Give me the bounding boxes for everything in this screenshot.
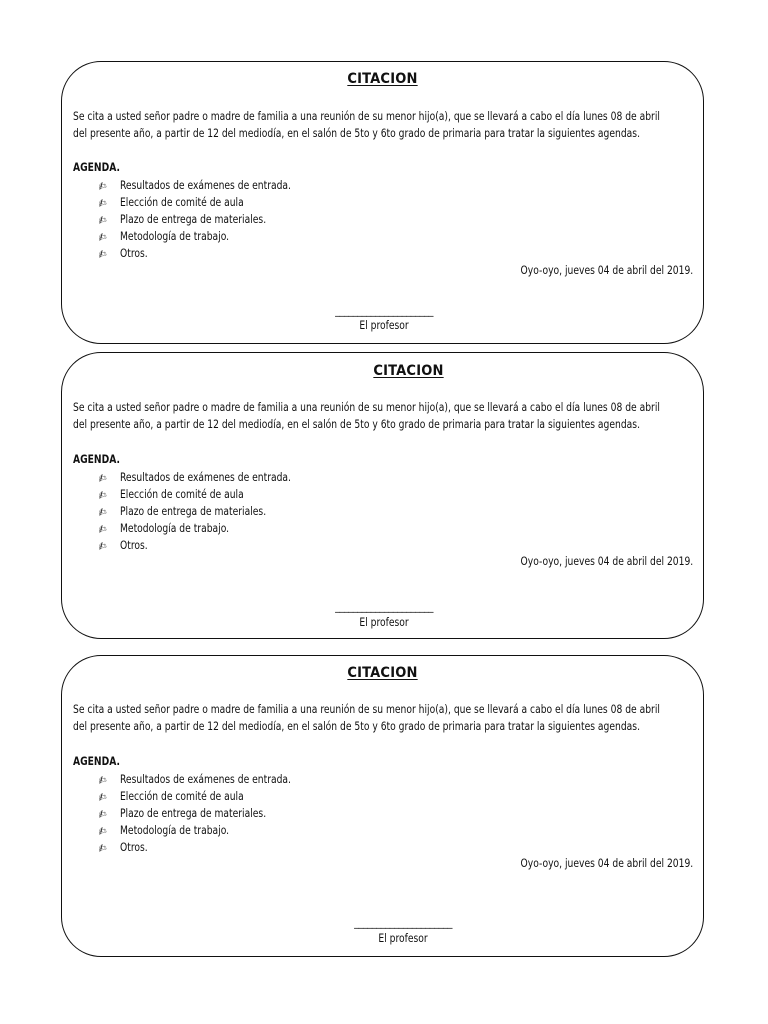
- writing-hand-icon: ✍: [96, 195, 109, 211]
- citation-body: Se cita a usted señor padre o madre de familia a una reunión de su menor hijo(a), que se llevará a cabo el día lunes 08 de abril del presente año, a partir de 12 del mediodía, en el salón de 5to y 6to grado de primaria para tratar la siguientes agendas.: [73, 400, 660, 431]
- list-item: ✍ Resultados de exámenes de entrada.: [98, 177, 314, 194]
- writing-hand-icon: ✍: [96, 487, 109, 503]
- list-item: ✍ Metodología de trabajo.: [98, 228, 314, 245]
- writing-hand-icon: ✍: [96, 789, 109, 805]
- writing-hand-icon: ✍: [96, 521, 109, 537]
- list-item: ✍ Plazo de entrega de materiales.: [98, 805, 314, 822]
- writing-hand-icon: ✍: [96, 840, 109, 856]
- list-item: ✍ Resultados de exámenes de entrada.: [98, 771, 314, 788]
- list-item: ✍ Otros.: [98, 245, 314, 262]
- list-item: ✍ Otros.: [98, 839, 314, 856]
- list-item: ✍ Elección de comité de aula: [98, 788, 314, 805]
- writing-hand-icon: ✍: [96, 538, 109, 554]
- citation-title: CITACION: [347, 665, 418, 681]
- writing-hand-icon: ✍: [96, 504, 109, 520]
- list-item: ✍ Resultados de exámenes de entrada.: [98, 469, 314, 486]
- date-line: Oyo-oyo, jueves 04 de abril del 2019.: [520, 554, 693, 568]
- list-item: ✍ Metodología de trabajo.: [98, 822, 314, 839]
- list-item: ✍ Metodología de trabajo.: [98, 520, 314, 537]
- date-line: Oyo-oyo, jueves 04 de abril del 2019.: [520, 263, 693, 277]
- list-item: ✍ Plazo de entrega de materiales.: [98, 211, 314, 228]
- writing-hand-icon: ✍: [96, 806, 109, 822]
- agenda-heading: AGENDA.: [73, 754, 120, 768]
- signature-label: El profesor: [378, 931, 428, 945]
- writing-hand-icon: ✍: [96, 229, 109, 245]
- signature-line: ______________________: [335, 304, 433, 317]
- list-item: ✍ Otros.: [98, 537, 314, 554]
- writing-hand-icon: ✍: [96, 823, 109, 839]
- date-line: Oyo-oyo, jueves 04 de abril del 2019.: [520, 856, 693, 870]
- writing-hand-icon: ✍: [96, 212, 109, 228]
- agenda-list: [98, 771, 314, 856]
- signature-line: ______________________: [354, 916, 452, 929]
- signature-line: ______________________: [335, 600, 433, 613]
- agenda-list: [98, 177, 314, 262]
- list-item: ✍ Elección de comité de aula: [98, 486, 314, 503]
- citation-card-1: [61, 61, 704, 344]
- citation-card-3: [61, 655, 704, 957]
- agenda-heading: AGENDA.: [73, 452, 120, 466]
- signature-label: El profesor: [359, 615, 409, 629]
- list-item: ✍ Elección de comité de aula: [98, 194, 314, 211]
- agenda-heading: AGENDA.: [73, 160, 120, 174]
- citation-title: CITACION: [373, 363, 444, 379]
- citation-body: Se cita a usted señor padre o madre de familia a una reunión de su menor hijo(a), que se llevará a cabo el día lunes 08 de abril del presente año, a partir de 12 del mediodía, en el salón de 5to y 6to grado de primaria para tratar la siguientes agendas.: [73, 702, 660, 733]
- signature-label: El profesor: [359, 318, 409, 332]
- writing-hand-icon: ✍: [96, 772, 109, 788]
- citation-card-2: [61, 352, 704, 639]
- citation-body: Se cita a usted señor padre o madre de familia a una reunión de su menor hijo(a), que se llevará a cabo el día lunes 08 de abril del presente año, a partir de 12 del mediodía, en el salón de 5to y 6to grado de primaria para tratar la siguientes agendas.: [73, 109, 660, 140]
- list-item: ✍ Plazo de entrega de materiales.: [98, 503, 314, 520]
- writing-hand-icon: ✍: [96, 178, 109, 194]
- citation-title: CITACION: [347, 71, 418, 87]
- writing-hand-icon: ✍: [96, 470, 109, 486]
- writing-hand-icon: ✍: [96, 246, 109, 262]
- agenda-list: [98, 469, 314, 554]
